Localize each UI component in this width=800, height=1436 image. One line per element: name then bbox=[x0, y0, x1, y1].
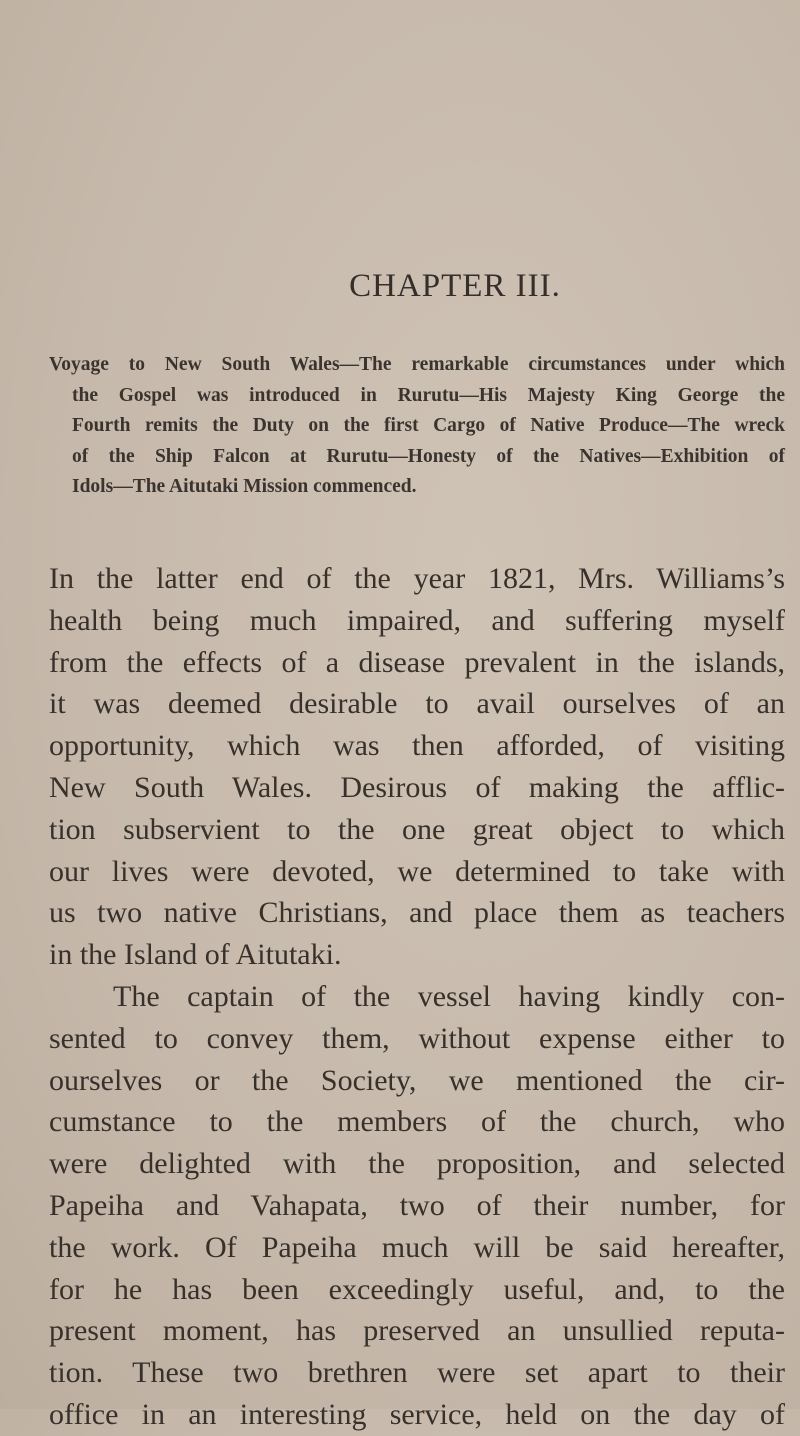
summary-line: Voyage to New South Wales—The remarkable circumstances under which bbox=[49, 354, 785, 375]
body-line: in the Island of Aitutaki. bbox=[49, 938, 342, 972]
body-line: sented to convey them, without expense either to bbox=[49, 1021, 785, 1055]
body-line: ourselves or the Society, we mentioned the cir- bbox=[49, 1063, 785, 1097]
body-line: The captain of the vessel having kindly con- bbox=[113, 979, 785, 1013]
chapter-summary bbox=[49, 350, 785, 503]
body-line: for he has been exceedingly useful, and, to the bbox=[49, 1272, 785, 1306]
summary-line: of the Ship Falcon at Rurutu—Honesty of the Natives—Exhibition of bbox=[72, 445, 785, 467]
body-text bbox=[49, 558, 785, 1436]
body-line: tion subservient to the one great object to which bbox=[49, 812, 785, 846]
body-line: from the effects of a disease prevalent in the islands, bbox=[49, 645, 785, 679]
body-line: present moment, has preserved an unsullied reputa- bbox=[49, 1314, 785, 1348]
body-line: our lives were devoted, we determined to take with bbox=[49, 854, 785, 888]
body-line: In the latter end of the year 1821, Mrs. Williams’s bbox=[49, 562, 785, 595]
summary-line: the Gospel was introduced in Rurutu—His Majesty King George the bbox=[72, 384, 785, 406]
summary-line: Idols—The Aitutaki Mission commenced. bbox=[72, 476, 417, 497]
summary-line: Fourth remits the Duty on the first Cargo of Native Produce—The wreck bbox=[72, 415, 785, 436]
body-line: office in an interesting service, held on the day of bbox=[49, 1397, 785, 1431]
body-line: it was deemed desirable to avail ourselves of an bbox=[49, 687, 785, 721]
body-line: cumstance to the members of the church, who bbox=[49, 1105, 785, 1139]
chapter-title: CHAPTER III. bbox=[349, 268, 561, 304]
body-line: health being much impaired, and suffering myself bbox=[49, 603, 785, 637]
body-line: New South Wales. Desirous of making the afflic- bbox=[49, 770, 785, 804]
body-line: Papeiha and Vahapata, two of their number, for bbox=[49, 1188, 785, 1222]
body-line: tion. These two brethren were set apart to their bbox=[49, 1356, 785, 1390]
body-line: us two native Christians, and place them as teachers bbox=[49, 896, 785, 930]
body-line: were delighted with the proposition, and selected bbox=[49, 1147, 785, 1181]
body-line: the work. Of Papeiha much will be said hereafter, bbox=[49, 1230, 785, 1264]
body-line: opportunity, which was then afforded, of visiting bbox=[49, 729, 785, 763]
